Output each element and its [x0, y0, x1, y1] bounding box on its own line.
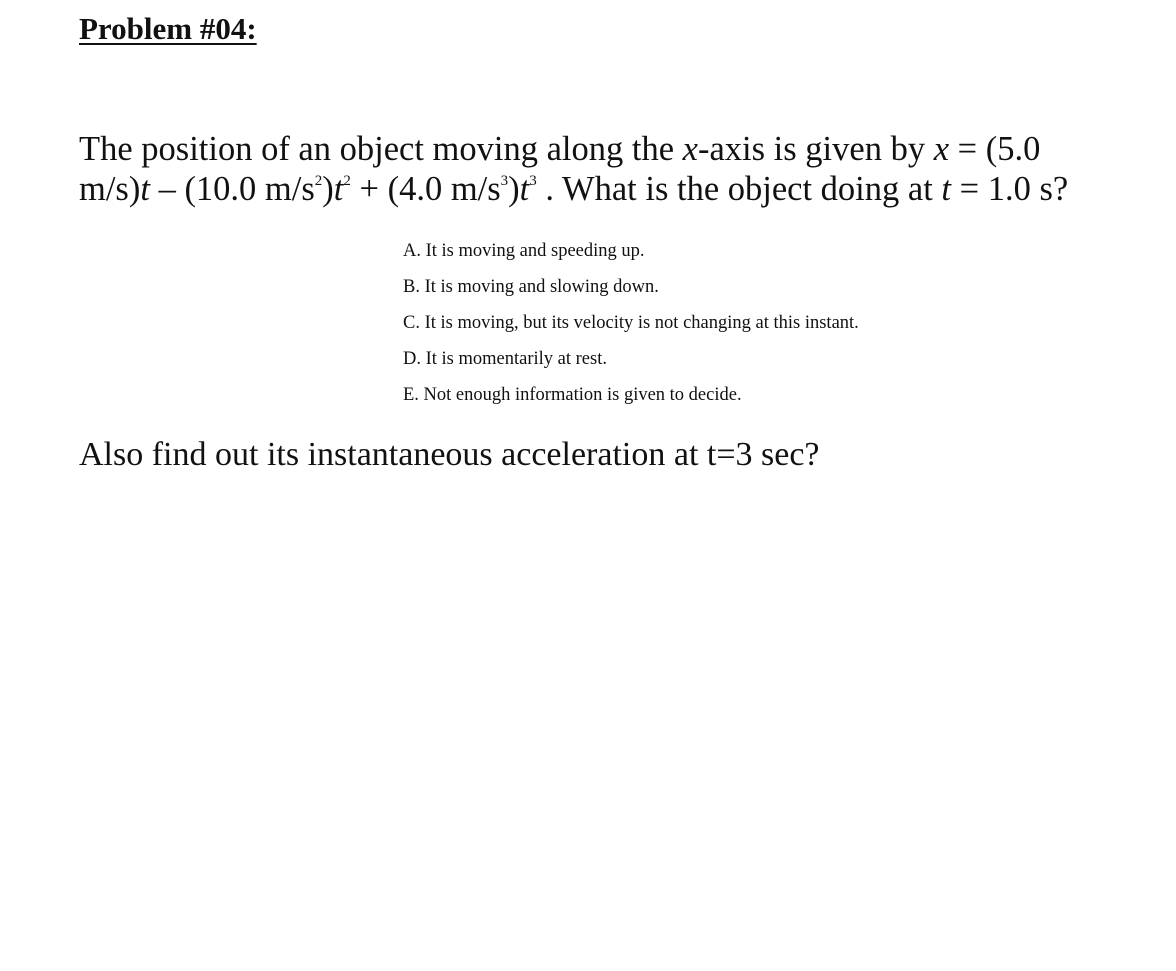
variable-t: t: [519, 170, 530, 208]
question-text-segment: – (10.0 m/s: [149, 170, 315, 208]
option-e: E. Not enough information is given to decide.: [403, 385, 742, 405]
question-text: [79, 129, 1139, 209]
question-line-2: [79, 169, 1139, 209]
exponent: 3: [529, 173, 537, 189]
followup-question: Also find out its instantaneous acceleration at t=3 sec?: [79, 436, 820, 473]
exponent: 2: [314, 173, 323, 189]
option-b: B. It is moving and slowing down.: [403, 277, 659, 297]
exponent: 2: [343, 173, 351, 189]
variable-x: x: [682, 130, 698, 168]
problem-heading: Problem #04:: [79, 11, 257, 46]
question-text-segment: ): [508, 170, 520, 208]
option-c: C. It is moving, but its velocity is not changing at this instant.: [403, 313, 859, 333]
variable-x: x: [933, 130, 950, 168]
question-text-segment: -axis is given by: [697, 130, 934, 168]
variable-t: t: [140, 170, 150, 208]
question-text-segment: ): [322, 170, 334, 208]
question-text-segment: m/s): [79, 170, 141, 208]
exponent: 3: [500, 173, 509, 189]
variable-t: t: [941, 170, 952, 208]
answer-options: [403, 233, 859, 413]
option-d: D. It is momentarily at rest.: [403, 349, 607, 369]
option-a: A. It is moving and speeding up.: [403, 241, 645, 261]
question-text-segment: = 1.0 s?: [951, 170, 1069, 208]
question-text-segment: + (4.0 m/s: [350, 170, 501, 208]
variable-t: t: [333, 170, 344, 208]
question-text-segment: = (5.0: [949, 130, 1041, 168]
question-line-1: [79, 129, 1139, 169]
question-text-segment: . What is the object doing at: [536, 170, 942, 208]
question-text-segment: The position of an object moving along the: [79, 130, 683, 168]
